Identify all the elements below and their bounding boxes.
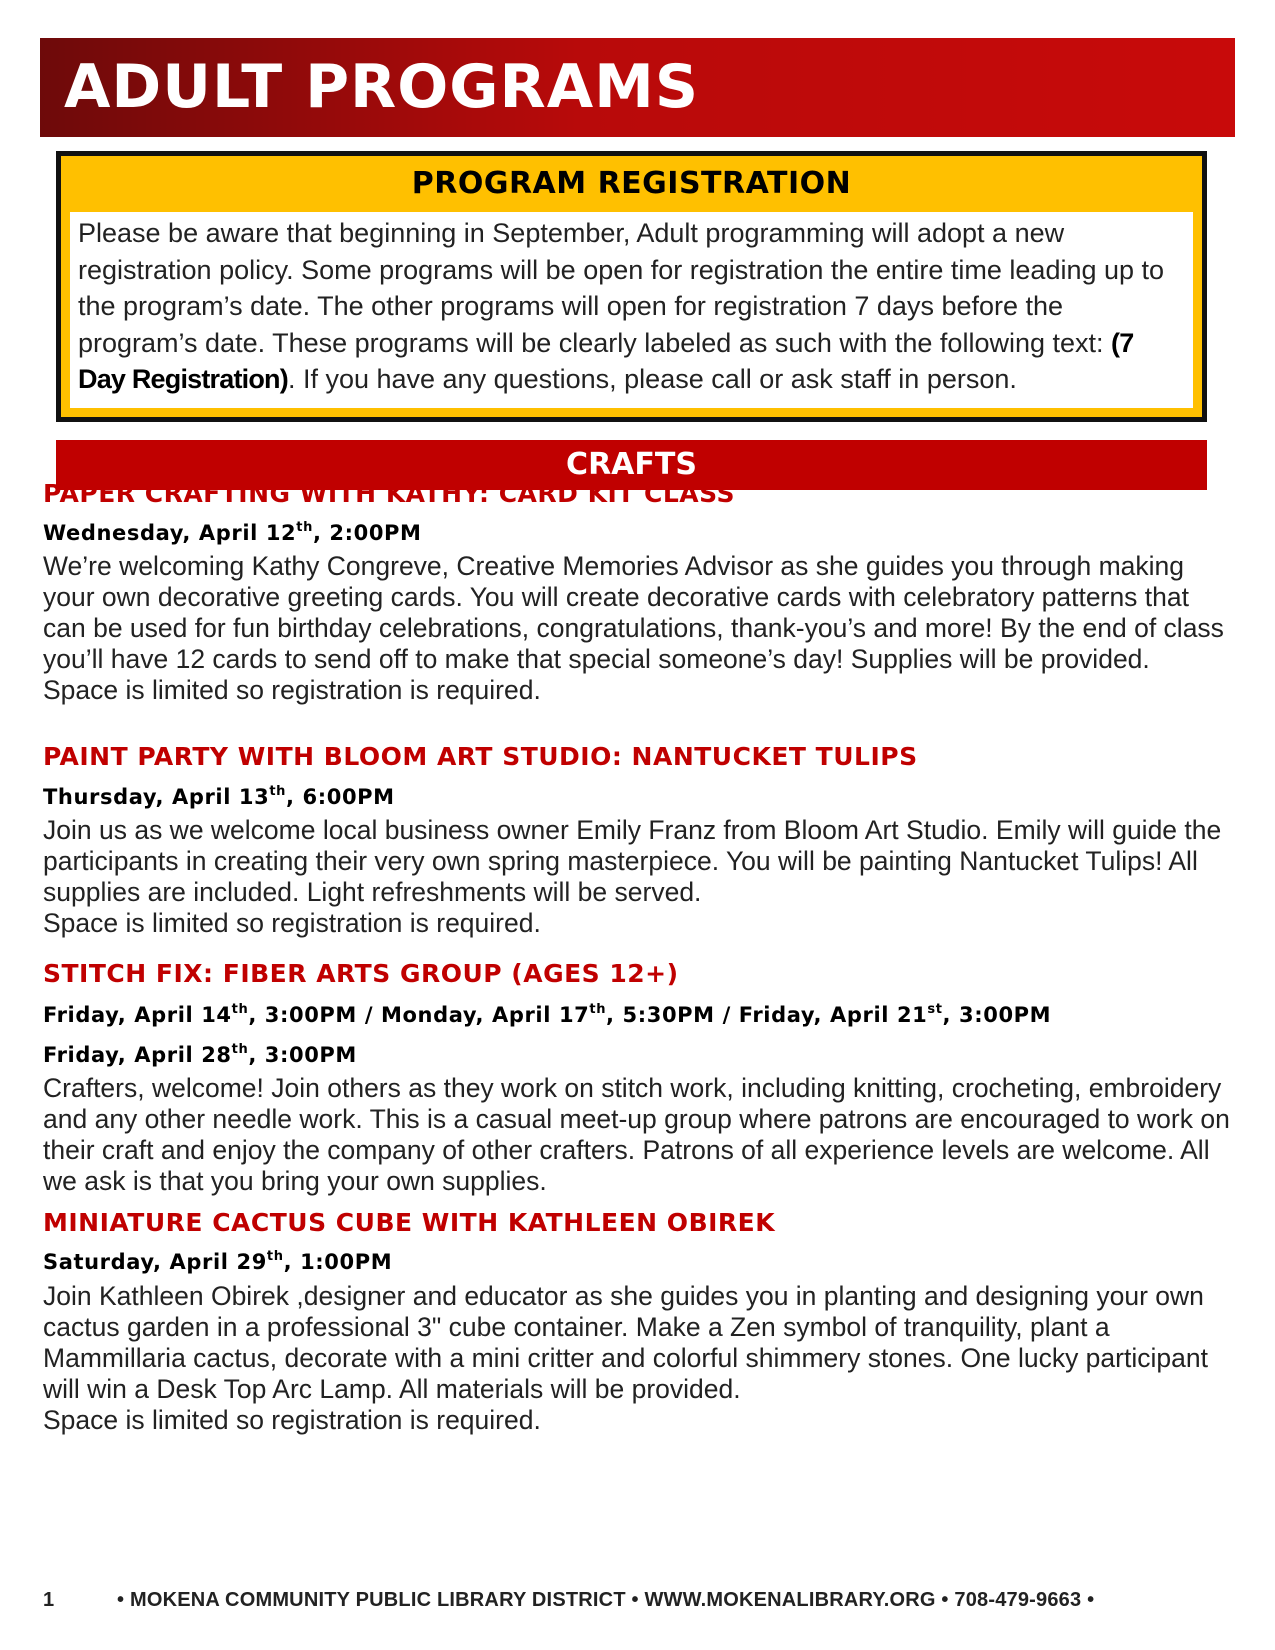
- registration-highlight: (7 Day Registration): [78, 327, 1134, 394]
- program-description: Join us as we welcome local business owner Emily Franz from Bloom Art Studio. Emily will guide the participants in creating their very own spring masterpiece. You will be painting Nantucket Tulips! All supplies are included. Light refreshments will be served.: [43, 815, 1222, 907]
- program-title: STITCH FIX: FIBER ARTS GROUP (AGES 12+): [43, 959, 679, 988]
- date-text: Friday, April 14: [43, 1003, 232, 1027]
- registration-text: [70, 212, 1193, 408]
- page-footer: [43, 1585, 1233, 1615]
- date-ordinal-suffix: th: [231, 1002, 249, 1017]
- date-text: , 3:00PM: [942, 1003, 1052, 1027]
- program-note: Space is limited so registration is required.: [43, 1405, 541, 1435]
- program-title: PAINT PARTY WITH BLOOM ART STUDIO: NANTUCKET TULIPS: [43, 742, 918, 771]
- date-text: Saturday, April 29: [43, 1250, 267, 1274]
- date-text: Friday, April 28: [43, 1043, 232, 1067]
- date-text: , 2:00PM: [312, 521, 422, 545]
- date-text: , 3:00PM: [248, 1043, 357, 1067]
- program-note: Space is limited so registration is required.: [43, 675, 541, 705]
- program-description-block: [43, 551, 1238, 706]
- program-date: [43, 782, 395, 812]
- registration-notice: [56, 151, 1207, 422]
- date-text: Wednesday, April 12: [43, 521, 297, 545]
- program-description: Crafters, welcome! Join others as they work on stitch work, including knitting, crocheting, embroidery and any other needle work. This is a casual meet-up group where patrons are encouraged to work on their craft and enjoy the company of other crafters. Patrons of all experience levels are welcome. All we ask is that you bring your own supplies.: [43, 1073, 1230, 1196]
- program-title: MINIATURE CACTUS CUBE WITH KATHLEEN OBIREK: [43, 1208, 776, 1237]
- registration-text-before: Please be aware that beginning in September, Adult programming will adopt a new registration policy. Some programs will be open for registration the entire time leading up to the program’s date. The other programs will open for registration 7 days before the program’s date. These programs will be clearly labeled as such with the following text:: [78, 218, 1165, 358]
- header-banner: [40, 38, 1235, 137]
- program-date: [43, 1040, 357, 1070]
- date-ordinal-suffix: th: [269, 784, 287, 799]
- footer-contact-info: • MOKENA COMMUNITY PUBLIC LIBRARY DISTRICT • WWW.MOKENALIBRARY.ORG • 708-479-9663 •: [117, 1589, 1095, 1611]
- program-description-block: [43, 1281, 1238, 1436]
- page-title: ADULT PROGRAMS: [64, 52, 700, 122]
- date-ordinal-suffix: th: [231, 1042, 249, 1057]
- date-ordinal-suffix: st: [927, 1002, 943, 1017]
- registration-heading: PROGRAM REGISTRATION: [411, 166, 852, 201]
- date-ordinal-suffix: th: [266, 1249, 284, 1264]
- program-description: Join Kathleen Obirek ,designer and educator as she guides you in planting and designing your own cactus garden in a professional 3" cube container. Make a Zen symbol of tranquility, plant a Mammillaria cactus, decorate with a mini critter and colorful shimmery stones. One lucky participant will win a Desk Top Arc Lamp. All materials will be provided.: [43, 1281, 1208, 1404]
- program-description-block: [43, 815, 1238, 939]
- program-note: Space is limited so registration is required.: [43, 908, 541, 938]
- program-description-block: [43, 1073, 1238, 1197]
- program-title: PAPER CRAFTING WITH KATHY: CARD KIT CLASS: [43, 479, 736, 508]
- date-ordinal-suffix: th: [589, 1002, 607, 1017]
- program-date: [43, 1000, 1051, 1030]
- date-text: , 3:00PM / Monday, April 17: [248, 1003, 590, 1027]
- program-date: [43, 518, 422, 548]
- date-text: Thursday, April 13: [43, 785, 270, 809]
- registration-text-after: . If you have any questions, please call or ask staff in person.: [287, 364, 1017, 394]
- date-ordinal-suffix: th: [296, 520, 313, 535]
- date-text: , 6:00PM: [286, 785, 395, 809]
- date-text: , 1:00PM: [283, 1250, 393, 1274]
- program-date: [43, 1247, 392, 1277]
- page-number: 1: [43, 1589, 55, 1611]
- program-description: We’re welcoming Kathy Congreve, Creative Memories Advisor as she guides you through making your own decorative greeting cards. You will create decorative cards with celebratory patterns that can be used for fun birthday celebrations, congratulations, thank-you’s and more! By the end of class you’ll have 12 cards to send off to make that special someone’s day! Supplies will be provided.: [43, 551, 1224, 674]
- date-text: , 5:30PM / Friday, April 21: [606, 1003, 928, 1027]
- section-header-crafts: CRAFTS: [56, 440, 1207, 490]
